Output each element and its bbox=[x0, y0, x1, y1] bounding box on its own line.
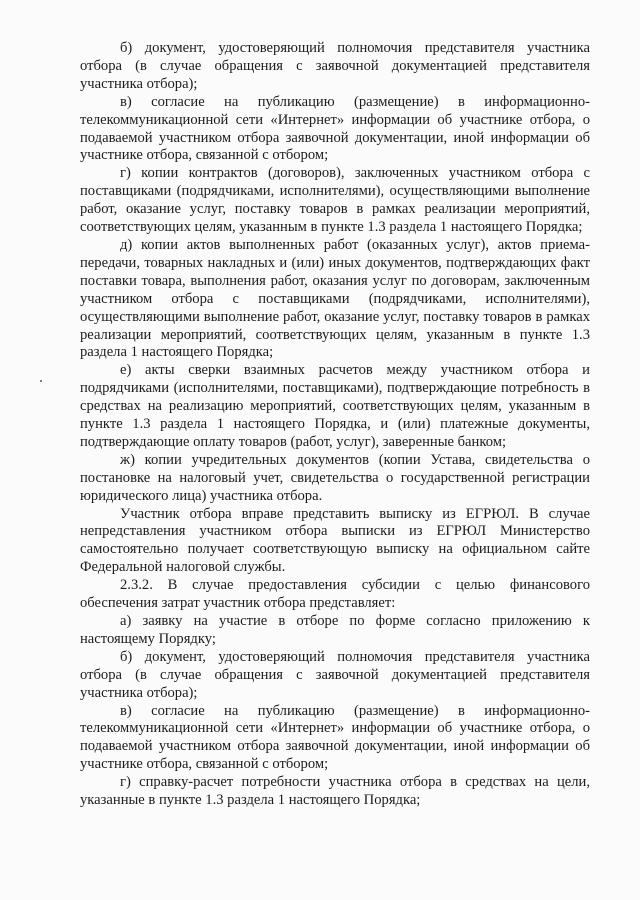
paragraph-2-3-2-heading: 2.3.2. В случае предоставления субсидии с целью финансового обеспечения затрат участник отбора представляет: bbox=[80, 577, 590, 612]
paragraph-b-representative-document: б) документ, удостоверяющий полномочия представителя участника отбора (в случае обращения с заявочной документацией представителя участника отбора); bbox=[80, 40, 590, 92]
paragraph-v-publication-consent: в) согласие на публикацию (размещение) в информационно-телекоммуникационной сети «Интернет» информации об участнике отбора, о подаваемой участником отбора заявочной документации, иной информации об участнике отбора, связанной с отбором; bbox=[80, 93, 590, 164]
paragraph-egrul-extract: Участник отбора вправе представить выписку из ЕГРЮЛ. В случае непредставления участником отбора выписки из ЕГРЮЛ Министерство самостоятельно получает соответствующую выписку на официальном сайте Федеральной налоговой службы. bbox=[80, 505, 590, 576]
document-body bbox=[80, 40, 590, 810]
paragraph-d-acts-copies: д) копии актов выполненных работ (оказанных услуг), актов приема-передачи, товарных накладных и (или) иных документов, подтверждающих факт поставки товара, выполнения работ, оказания услуг по договорам, заключенным участником отбора с поставщиками (подрядчиками, исполнителями), осуществляющими выполнение работ, оказание услуг, поставку товаров в рамках реализации мероприятий, соответствующих целям, указанным в пункте 1.3 раздела 1 настоящего Порядка; bbox=[80, 236, 590, 361]
paragraph-g-contract-copies: г) копии контрактов (договоров), заключенных участником отбора с поставщиками (подрядчиками, исполнителями), осуществляющими выполнение работ, оказание услуг, поставку товаров в рамках реализации мероприятий, соответствующих целям, указанным в пункте 1.3 раздела 1 настоящего Порядка; bbox=[80, 165, 590, 236]
scan-speck bbox=[40, 380, 42, 382]
paragraph-g-calculation-certificate: г) справку-расчет потребности участника отбора в средствах на цели, указанные в пункте 1.3 раздела 1 настоящего Порядка; bbox=[80, 774, 590, 809]
paragraph-a-application: а) заявку на участие в отборе по форме согласно приложению к настоящему Порядку; bbox=[80, 613, 590, 647]
paragraph-v-publication-consent-2: в) согласие на публикацию (размещение) в информационно-телекоммуникационной сети «Интернет» информации об участнике отбора, о подаваемой участником отбора заявочной документации, иной информации об участнике отбора, связанной с отбором; bbox=[80, 702, 590, 773]
paragraph-b-representative-document-2: б) документ, удостоверяющий полномочия представителя участника отбора (в случае обращения с заявочной документацией представителя участника отбора); bbox=[80, 648, 590, 701]
paragraph-e-reconciliation-acts: е) акты сверки взаимных расчетов между участником отбора и подрядчиками (исполнителями, поставщиками), подтверждающие потребность в средствах на реализацию мероприятий, соответствующих целям, указанным в пункте 1.3 раздела 1 настоящего Порядка, и (или) платежные документы, подтверждающие оплату товаров (работ, услуг), заверенные банком; bbox=[80, 362, 590, 450]
paragraph-zh-constituent-documents: ж) копии учредительных документов (копии Устава, свидетельства о постановке на налоговый учет, свидетельства о государственной регистрации юридического лица) участника отбора. bbox=[80, 451, 590, 504]
